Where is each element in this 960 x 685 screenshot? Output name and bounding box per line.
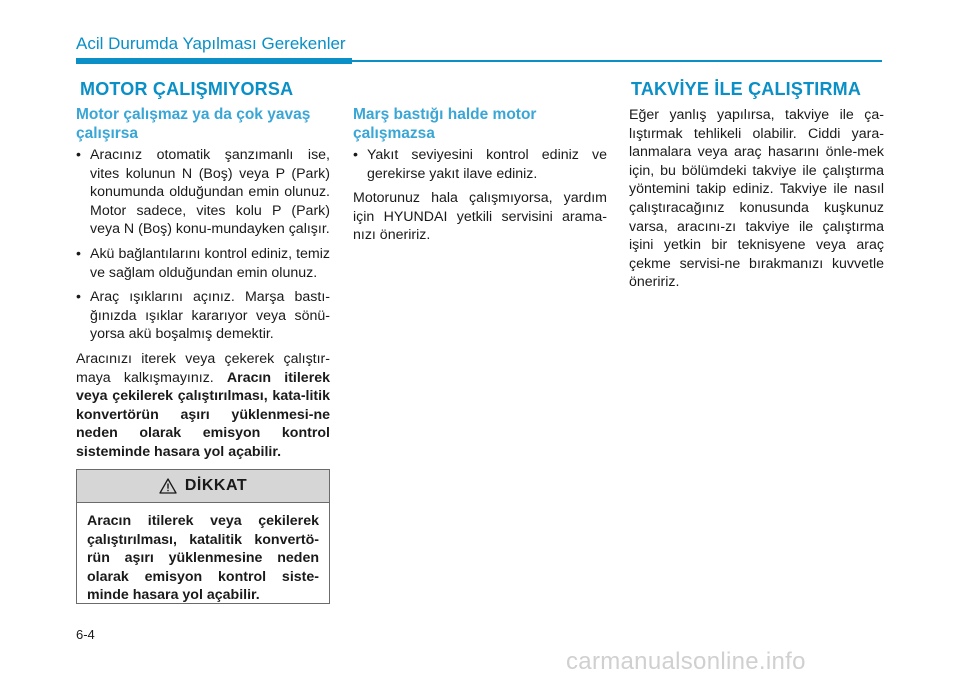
service-paragraph: Motorunuz hala çalışmıyorsa, yardım için HYUNDAI yetkili servisini arama-nızı öneririz. [353,190,607,244]
subtitle-motor-slow: Motor çalışmaz ya da çok yavaş çalışırsa [76,106,311,142]
caution-label: DİKKAT [184,477,248,494]
right-column-body [629,106,884,298]
paragraph-bold-text: Aracın itilerek veya çekilerek çalıştırılması, kata-litik konvertörün aşırı yüklenmesi-ne neden olarak emisyon kontrol sisteminde hasara yol açabilir. [76,369,330,460]
left-bullet-list [76,146,330,344]
watermark: carmanualsonline.info [566,648,806,675]
bullet-text: Aracınız otomatik şanzımanlı ise, vites kolunun N (Boş) veya P (Park) konumunda olduğundan emin olunuz. Motor sadece, vites kolu P (Park) veya N (Boş) konu-mundayken çalışır. [90,147,330,238]
page-number: 6-4 [76,627,95,642]
bullet-text: Araç ışıklarını açınız. Marşa bastı-ğınızda ışıklar kararıyor veya sönü-yorsa akü boşalmış demektir. [90,289,330,343]
bullet-text: Akü bağlantılarını kontrol ediniz, temiz ve sağlam olduğundan emin olunuz. [90,245,330,281]
section-title-jump-start: TAKVİYE İLE ÇALIŞTIRMA [631,79,862,99]
middle-column-body [353,146,607,251]
caution-box [76,469,330,604]
header-title: Acil Durumda Yapılması Gerekenler [76,34,346,53]
paragraph-normal-text: Aracınızı iterek veya çekerek çalıştır-maya kalkışmayınız. [76,350,330,386]
bullet-text: Yakıt seviyesini kontrol ediniz ve gerekirse yakıt ilave ediniz. [367,147,607,182]
push-start-warning-paragraph [76,350,330,462]
caution-text: Aracın itilerek veya çekilerek çalıştırılması, katalitik konvertö-rün aşırı yüklenmesine neden olarak emisyon kontrol siste-minde hasara yol açabilir. [87,513,319,604]
caution-header [77,470,329,503]
jump-start-paragraph: Eğer yanlış yapılırsa, takviye ile ça-lıştırmak tehlikeli olabilir. Ciddi yara-lanmalara veya araç hasarını önle-mek için, bu bölümdeki takviye ile çalıştırma yöntemini takip ediniz. Takviye ile nasıl çalıştıracağınız konusunda kuşkunuz varsa, aracını-zı takviye ile çalıştırma işini yetkin bir teknisyene veya araç çekme servisi-ne bırakmanızı kuvvetle öneririz. [629,107,884,291]
warning-triangle-icon [159,478,177,494]
list-item: • Akü bağlantılarını kontrol ediniz, temiz ve sağlam olduğundan emin olunuz. [76,245,330,281]
list-item: • Araç ışıklarını açınız. Marşa bastı-ğınızda ışıklar kararıyor veya sönü-yorsa akü boşalmış demektir. [76,289,330,343]
left-column-body [76,146,330,468]
list-item: • Yakıt seviyesini kontrol ediniz ve gerekirse yakıt ilave ediniz. [353,147,607,182]
middle-bullet-list [353,146,607,183]
section-title-motor: MOTOR ÇALIŞMIYORSA [80,79,294,99]
header-rule-thin [352,60,882,62]
list-item: • Aracınız otomatik şanzımanlı ise, vites kolunun N (Boş) veya P (Park) konumunda olduğundan emin olunuz. Motor sadece, vites kolu P (Park) veya N (Boş) konu-mundayken çalışır. [76,147,330,238]
subtitle-starter-no-start: Marş bastığı halde motor çalışmazsa [353,106,537,142]
header-rule-thick [76,58,352,64]
